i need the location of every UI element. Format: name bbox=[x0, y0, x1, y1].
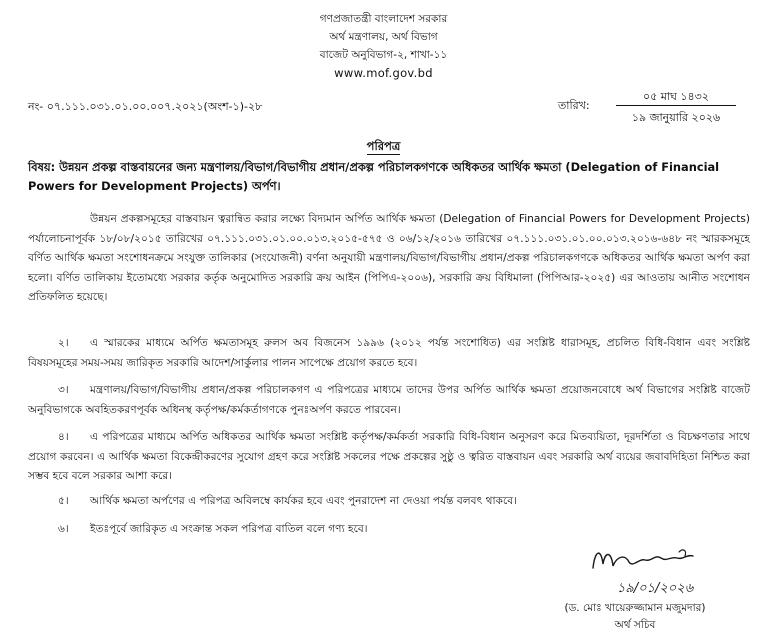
paragraph-number: ৩। bbox=[58, 384, 69, 396]
paragraph-4: এ পরিপত্রের মাধ্যমে অর্পিত অধিকতর আর্থিক ক্ষমতা সংশ্লিষ্ট কর্তৃপক্ষ/কর্মকর্তা সরকারি বিধি-বিধান অনুসরণ করে মিতব্যয়িতা, দূরদর্শিতা ও বিচক্ষণতার সাথে প্রয়োগ করবেন। এ আর্থিক ক্ষমতা বিকেন্দ্রীকরণের সুযোগ গ্রহণ করে সংশ্লিষ্ট সকলের পক্ষে প্রকল্পের সুষ্ঠু ও ত্বরিত বাস্তবায়ন এবং সরকারি অর্থ ব্যয়ের জবাবদিহিতা নিশ্চিত করা সম্ভব হবে বলে সরকার আশা করে। bbox=[28, 431, 750, 482]
date-gregorian: ১৯ জানুয়ারি ২০২৬ bbox=[631, 111, 721, 124]
memo-number: নং- ০৭.১১১.০৩১.০১.০০.০০৭.২০২১(অংশ-১)-২৮ bbox=[28, 100, 263, 113]
paragraph-2: এ স্মারকের মাধ্যমে অর্পিত ক্ষমতাসমূহ রুলস অব বিজনেস ১৯৯৬ (২০১২ পর্যন্ত সংশোধিত) এর সংশ্লিষ্ট ধারাসমূহ, প্রচলিত বিধি-বিধান এবং সংশ্লিষ্ট বিষয়সমূহের সময়-সময় জারিকৃত সরকারি আদেশ/সার্কুলার পালন সাপেক্ষে প্রয়োগ করতে হবে। bbox=[28, 337, 750, 369]
paragraph-number: ৫। bbox=[58, 495, 69, 507]
intro-paragraph: উন্নয়ন প্রকল্পসমূহের বাস্তবায়ন ত্বরান্বিত করার লক্ষ্যে বিদ্যমান অর্পিত আর্থিক ক্ষমতা (Delegation of Financial Powers for Development Projects) পর্যালোচনাপূর্বক ১৮/০৮/২০১৫ তারিখের ০৭.১১১.০৩১.০১.০০.০১৩.২০১৫-৫৭৫ ও ০৬/১২/২০১৬ তারিখের ০৭.১১১.০৩১.০১.০০.০১৩.২০১৬-৬৪৮ নং স্মারকসমূহে বর্ণিত আর্থিক ক্ষমতা সংশোধনক্রমে সংযুক্ত তালিকার (সংযোজনী) বর্ণনা অনুযায়ী মন্ত্রণালয়/বিভাগ/বিভাগীয় প্রধান/প্রকল্প পরিচালকগণকে অধিকতর আর্থিক ক্ষমতা অর্পণ করা হলো। বর্ণিত তালিকায় ইতোমধ্যে সরকার কর্তৃক অনুমোদিত সরকারি ক্রয় আইন (পিপিএ-২০০৬), সরকারি ক্রয় বিধিমালা (পিপিআর-২০২৫) এর আওতায় আনীত সংশোধন প্রতিফলিত হয়েছে। bbox=[28, 213, 750, 303]
paragraph-number: ৬। bbox=[58, 523, 69, 535]
paragraph-5: আর্থিক ক্ষমতা অর্পণের এ পরিপত্র অবিলম্বে কার্যকর হবে এবং পুনরাদেশ না দেওয়া পর্যন্ত বলবৎ থাকবে। bbox=[90, 495, 517, 507]
date-block bbox=[558, 88, 748, 130]
paragraph-number: ৪। bbox=[58, 431, 69, 443]
paragraph-6: ইতঃপূর্বে জারিকৃত এ সংক্রান্ত সকল পরিপত্র বাতিল বলে গণ্য হবে। bbox=[90, 523, 368, 535]
paragraph-3: মন্ত্রণালয়/বিভাগ/বিভাগীয় প্রধান/প্রকল্প পরিচালকগণ এ পরিপত্রের মাধ্যমে তাদের উপর অর্পিত আর্থিক ক্ষমতা প্রয়োজনবোধে অর্থ বিভাগের সংশ্লিষ্ট বাজেট অনুবিভাগকে অবহিতকরণপূর্বক অধিনস্থ কর্তৃপক্ষ/কর্মকর্তাগণকে পুনঃঅর্পণ করতে পারবেন। bbox=[28, 384, 750, 416]
document-title-text: পরিপত্র bbox=[366, 139, 401, 153]
date-bangla: ০৫ মাঘ ১৪৩২ bbox=[643, 90, 709, 103]
header-website-link[interactable]: www.mof.gov.bd bbox=[334, 66, 433, 80]
signatory-designation: অর্থ সচিব bbox=[614, 619, 656, 631]
date-label: তারিখ: bbox=[558, 99, 590, 112]
header-line-ministry: অর্থ মন্ত্রণালয়, অর্থ বিভাগ bbox=[329, 31, 438, 43]
subject-line: বিষয়: উন্নয়ন প্রকল্প বাস্তবায়নের জন্য মন্ত্রণালয়/বিভাগ/বিভাগীয় প্রধান/প্রকল্প পরিচালকগণকে অধিকতর আর্থিক ক্ষমতা (Delegation of Financial Powers for Development Projects) অর্পণ। bbox=[28, 160, 720, 193]
signatory-block bbox=[540, 600, 730, 634]
date-divider bbox=[616, 105, 736, 106]
document-title bbox=[0, 138, 767, 157]
handwritten-signature bbox=[575, 540, 735, 602]
handwritten-date: ১৯/০১/২০২৬ bbox=[616, 581, 694, 596]
header-line-wing: বাজেট অনুবিভাগ-২, শাখা-১১ bbox=[319, 49, 448, 61]
signatory-name: (ড. মোঃ খায়েরুজ্জামান মজুমদার) bbox=[564, 602, 706, 614]
paragraph-number: ২। bbox=[58, 337, 69, 349]
header-line-government: গণপ্রজাতন্ত্রী বাংলাদেশ সরকার bbox=[319, 13, 448, 25]
